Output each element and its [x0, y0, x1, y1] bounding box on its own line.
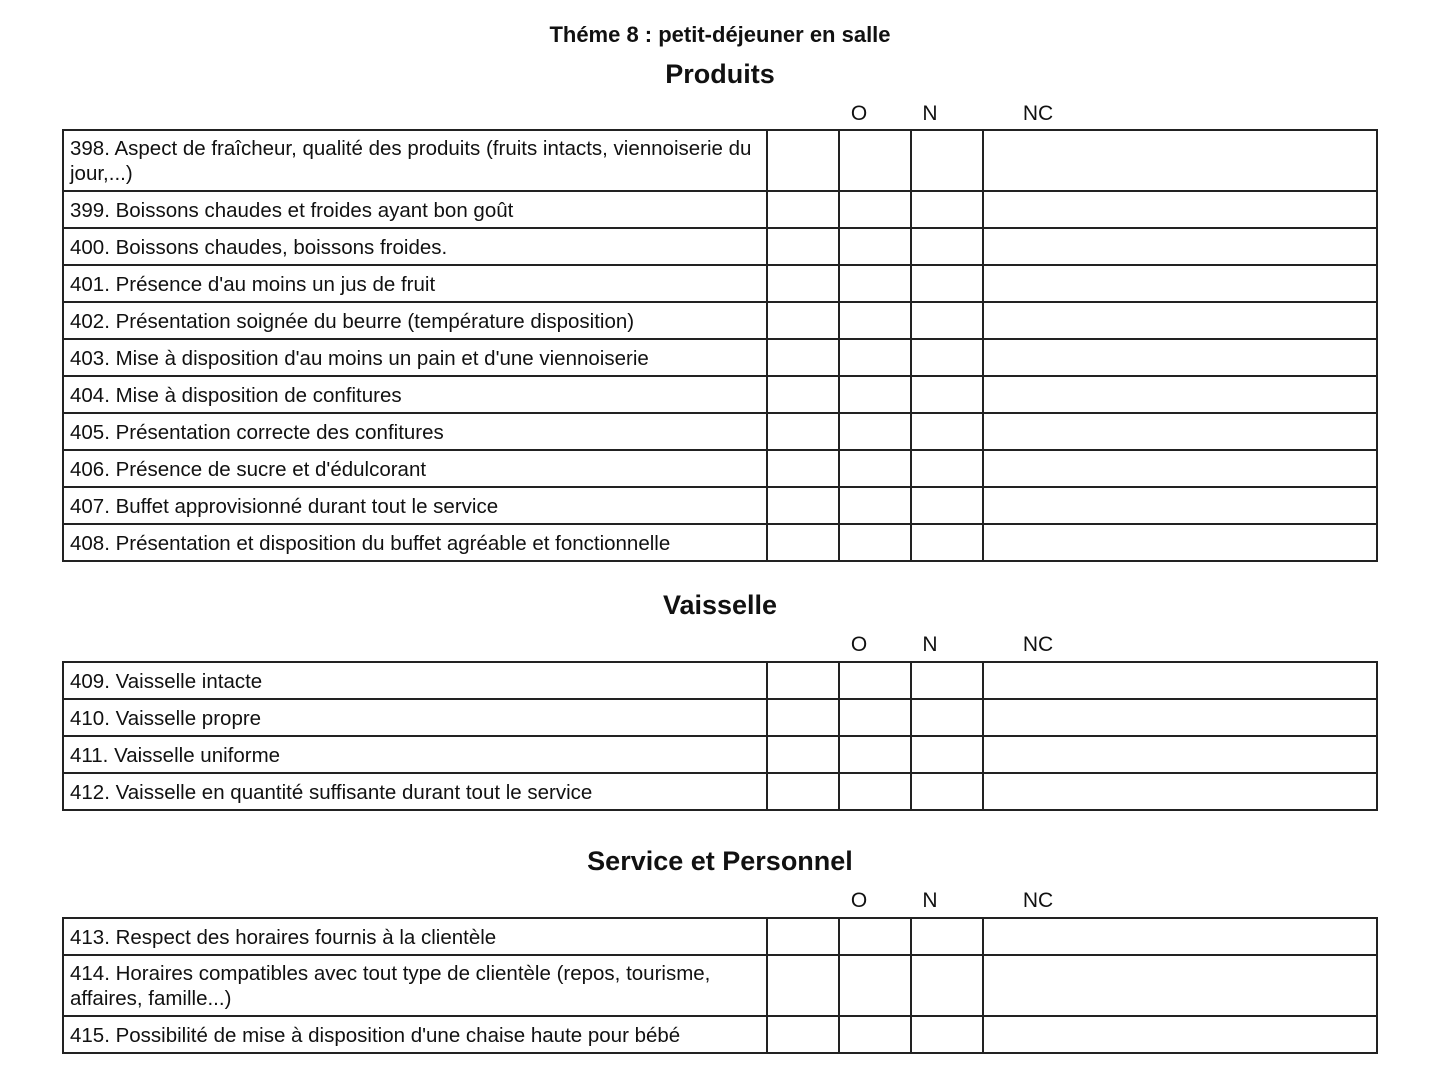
answer-nc-cell[interactable] — [911, 736, 983, 773]
answer-n-cell[interactable] — [839, 265, 911, 302]
answer-nc-cell[interactable] — [911, 450, 983, 487]
item-label: 412. Vaisselle en quantité suffisante durant tout le service — [63, 773, 767, 810]
item-label: 400. Boissons chaudes, boissons froides. — [63, 228, 767, 265]
answer-o-cell[interactable] — [767, 487, 839, 524]
answer-nc-cell[interactable] — [911, 302, 983, 339]
answer-n-cell[interactable] — [839, 773, 911, 810]
answer-o-cell[interactable] — [767, 339, 839, 376]
answer-nc-cell[interactable] — [911, 376, 983, 413]
table-row — [63, 413, 1377, 450]
answer-nc-cell[interactable] — [911, 918, 983, 955]
table-row — [63, 302, 1377, 339]
comment-cell[interactable] — [983, 376, 1377, 413]
answer-n-cell[interactable] — [839, 228, 911, 265]
comment-cell[interactable] — [983, 524, 1377, 561]
comment-cell[interactable] — [983, 662, 1377, 699]
answer-n-cell[interactable] — [839, 450, 911, 487]
comment-cell[interactable] — [983, 773, 1377, 810]
table-row — [63, 265, 1377, 302]
column-headers-produits — [0, 101, 1440, 127]
column-header-nc: NC — [1022, 102, 1054, 125]
section-title-produits: Produits — [665, 59, 775, 89]
answer-o-cell[interactable] — [767, 130, 839, 191]
answer-nc-cell[interactable] — [911, 487, 983, 524]
table-row — [63, 376, 1377, 413]
comment-cell[interactable] — [983, 1016, 1377, 1053]
answer-o-cell[interactable] — [767, 662, 839, 699]
table-row — [63, 918, 1377, 955]
answer-o-cell[interactable] — [767, 699, 839, 736]
answer-o-cell[interactable] — [767, 736, 839, 773]
answer-nc-cell[interactable] — [911, 773, 983, 810]
answer-nc-cell[interactable] — [911, 339, 983, 376]
table-row — [63, 130, 1377, 191]
column-header-o: O — [850, 889, 868, 912]
comment-cell[interactable] — [983, 339, 1377, 376]
column-header-o: O — [850, 633, 868, 656]
item-label: 414. Horaires compatibles avec tout type de clientèle (repos, tourisme, affaires, famille...) — [63, 955, 767, 1016]
comment-cell[interactable] — [983, 191, 1377, 228]
answer-n-cell[interactable] — [839, 524, 911, 561]
answer-n-cell[interactable] — [839, 302, 911, 339]
item-label: 407. Buffet approvisionné durant tout le service — [63, 487, 767, 524]
item-label: 410. Vaisselle propre — [63, 699, 767, 736]
item-label: 399. Boissons chaudes et froides ayant bon goût — [63, 191, 767, 228]
section-title-vaisselle: Vaisselle — [662, 590, 778, 620]
answer-n-cell[interactable] — [839, 339, 911, 376]
answer-n-cell[interactable] — [839, 487, 911, 524]
item-label: 401. Présence d'au moins un jus de fruit — [63, 265, 767, 302]
checklist-table-service-personnel — [62, 917, 1378, 1054]
answer-o-cell[interactable] — [767, 773, 839, 810]
answer-nc-cell[interactable] — [911, 191, 983, 228]
column-header-n: N — [922, 102, 938, 125]
table-row — [63, 662, 1377, 699]
comment-cell[interactable] — [983, 302, 1377, 339]
item-label: 404. Mise à disposition de confitures — [63, 376, 767, 413]
answer-o-cell[interactable] — [767, 524, 839, 561]
answer-n-cell[interactable] — [839, 191, 911, 228]
answer-o-cell[interactable] — [767, 1016, 839, 1053]
column-header-o: O — [850, 102, 868, 125]
item-label: 409. Vaisselle intacte — [63, 662, 767, 699]
item-label: 403. Mise à disposition d'au moins un pain et d'une viennoiserie — [63, 339, 767, 376]
table-row — [63, 524, 1377, 561]
item-label: 408. Présentation et disposition du buffet agréable et fonctionnelle — [63, 524, 767, 561]
answer-nc-cell[interactable] — [911, 524, 983, 561]
answer-n-cell[interactable] — [839, 918, 911, 955]
table-row — [63, 1016, 1377, 1053]
document-title: Théme 8 : petit-déjeuner en salle — [549, 22, 891, 47]
item-label: 398. Aspect de fraîcheur, qualité des produits (fruits intacts, viennoiserie du jour,...) — [63, 130, 767, 191]
answer-o-cell[interactable] — [767, 955, 839, 1016]
comment-cell[interactable] — [983, 955, 1377, 1016]
comment-cell[interactable] — [983, 736, 1377, 773]
answer-n-cell[interactable] — [839, 1016, 911, 1053]
answer-o-cell[interactable] — [767, 918, 839, 955]
answer-nc-cell[interactable] — [911, 1016, 983, 1053]
table-row — [63, 736, 1377, 773]
answer-o-cell[interactable] — [767, 302, 839, 339]
answer-n-cell[interactable] — [839, 413, 911, 450]
comment-cell[interactable] — [983, 918, 1377, 955]
answer-nc-cell[interactable] — [911, 130, 983, 191]
column-header-n: N — [922, 889, 938, 912]
checklist-table-produits — [62, 129, 1378, 562]
column-header-n: N — [922, 633, 938, 656]
answer-nc-cell[interactable] — [911, 955, 983, 1016]
answer-n-cell[interactable] — [839, 955, 911, 1016]
comment-cell[interactable] — [983, 130, 1377, 191]
comment-cell[interactable] — [983, 228, 1377, 265]
item-label: 406. Présence de sucre et d'édulcorant — [63, 450, 767, 487]
table-row — [63, 487, 1377, 524]
section-title-service-personnel: Service et Personnel — [587, 846, 853, 876]
answer-n-cell[interactable] — [839, 662, 911, 699]
item-label: 405. Présentation correcte des confitures — [63, 413, 767, 450]
answer-n-cell[interactable] — [839, 699, 911, 736]
answer-o-cell[interactable] — [767, 265, 839, 302]
item-label: 413. Respect des horaires fournis à la clientèle — [63, 918, 767, 955]
column-header-nc: NC — [1022, 889, 1054, 912]
column-headers-service-personnel — [0, 888, 1440, 914]
answer-nc-cell[interactable] — [911, 228, 983, 265]
answer-n-cell[interactable] — [839, 130, 911, 191]
column-header-nc: NC — [1022, 633, 1054, 656]
comment-cell[interactable] — [983, 413, 1377, 450]
answer-n-cell[interactable] — [839, 736, 911, 773]
table-row — [63, 773, 1377, 810]
answer-o-cell[interactable] — [767, 191, 839, 228]
answer-nc-cell[interactable] — [911, 699, 983, 736]
comment-cell[interactable] — [983, 265, 1377, 302]
answer-nc-cell[interactable] — [911, 265, 983, 302]
table-row — [63, 228, 1377, 265]
table-row — [63, 955, 1377, 1016]
answer-o-cell[interactable] — [767, 376, 839, 413]
table-row — [63, 191, 1377, 228]
table-row — [63, 699, 1377, 736]
comment-cell[interactable] — [983, 699, 1377, 736]
column-headers-vaisselle — [0, 632, 1440, 658]
answer-o-cell[interactable] — [767, 228, 839, 265]
item-label: 402. Présentation soignée du beurre (température disposition) — [63, 302, 767, 339]
table-row — [63, 339, 1377, 376]
answer-o-cell[interactable] — [767, 413, 839, 450]
item-label: 415. Possibilité de mise à disposition d'une chaise haute pour bébé — [63, 1016, 767, 1053]
comment-cell[interactable] — [983, 487, 1377, 524]
answer-nc-cell[interactable] — [911, 662, 983, 699]
item-label: 411. Vaisselle uniforme — [63, 736, 767, 773]
checklist-table-vaisselle — [62, 661, 1378, 811]
answer-n-cell[interactable] — [839, 376, 911, 413]
table-row — [63, 450, 1377, 487]
answer-nc-cell[interactable] — [911, 413, 983, 450]
answer-o-cell[interactable] — [767, 450, 839, 487]
comment-cell[interactable] — [983, 450, 1377, 487]
